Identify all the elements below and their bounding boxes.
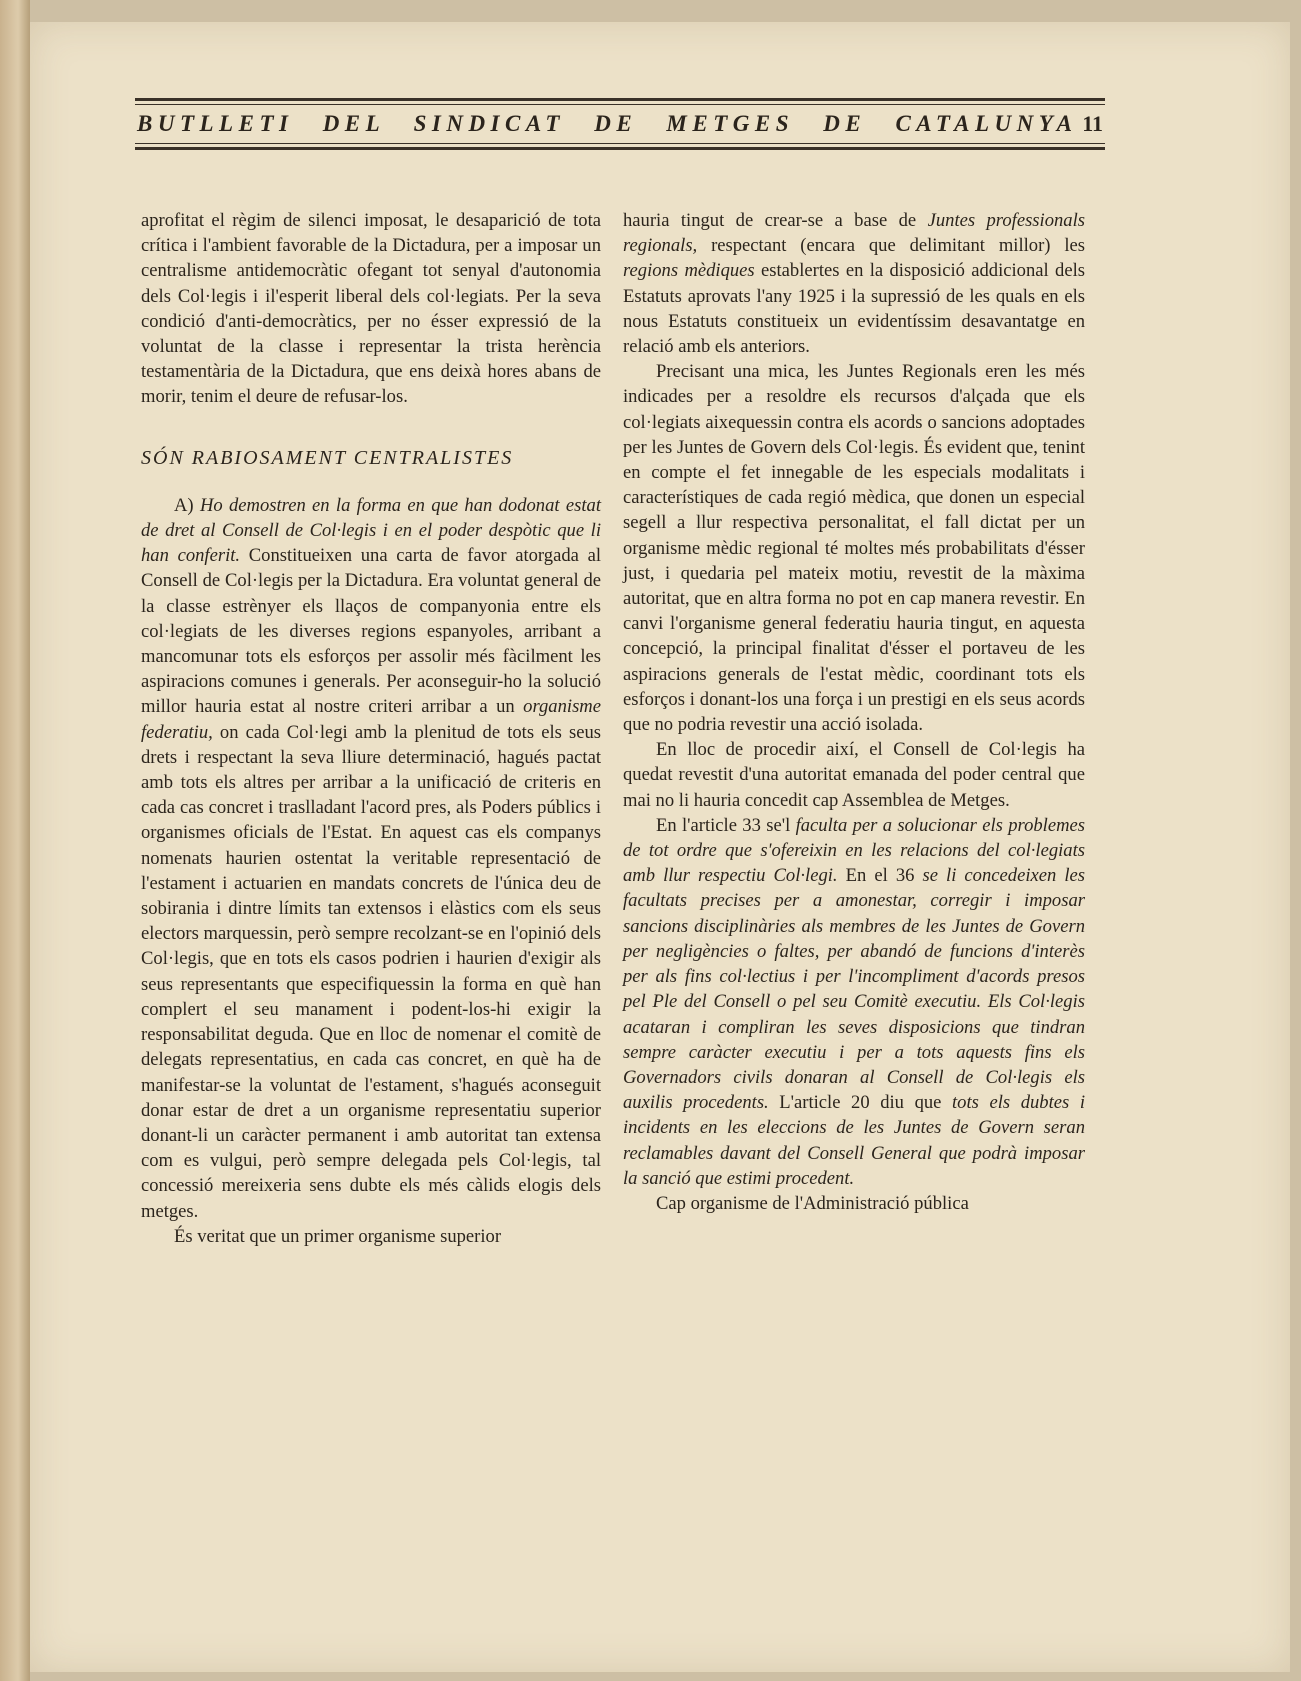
italic-text: faculta per a solucionar els problemes de tot ordre que s'ofereixin en les relacions del col·legiats amb llur respectiu Col·legi. bbox=[623, 814, 1085, 887]
paragraph bbox=[623, 813, 1085, 1191]
italic-text: tots els dubtes i incidents en les eleccions de les Juntes de Govern seran reclamables davant del Consell General que podrà imposar la sanció que estimi procedent. bbox=[623, 1092, 1085, 1189]
paragraph: Cap organisme de l'Administració pública bbox=[656, 1192, 969, 1214]
section-heading: SÓN RABIOSAMENT CENTRALISTES bbox=[141, 446, 514, 469]
italic-text: regions mèdiques bbox=[623, 260, 755, 282]
paragraph: Precisant una mica, les Juntes Regionals eren les més indicades per a resoldre els recursos d'alçada que els col·legiats aixequessin contra els acords o sancions adoptades per les Juntes de Govern dels Col·legis. És evident que, tenint en compte el fet innegable de les especials modalitats i característiques de cada regió mèdica, que donen un especial segell a llur respectiva personalitat, el fall dictat per un organisme mèdic regional té moltes més probabilitats d'ésser just, i quedaria pel mateix motiu, revestit de la màxima autoritat, que en altra forma no pot en cap manera revestir. En canvi l'organisme general federatiu hauria tingut, en aquesta concepció, la principal finalitat d'ésser el portaveu de les aspiracions generals de l'estat mèdic, coordinant tots els esforços i donant-los una força i un prestigi en els seus acords que no podria revestir una acció isolada. bbox=[623, 361, 1085, 736]
text-run: hauria tingut de crear-se a base de bbox=[623, 210, 928, 231]
left-column bbox=[141, 208, 601, 1249]
paragraph: És veritat que un primer organisme superior bbox=[174, 1225, 502, 1247]
paragraph bbox=[623, 208, 1085, 359]
italic-text: Ho demostren en la forma en que han dodonat estat de dret al Consell de Col·legis i en el poder despòtic que li han conferit. bbox=[141, 494, 601, 567]
header-rule bbox=[135, 98, 1105, 101]
text-run: En el 36 bbox=[837, 865, 923, 887]
running-header bbox=[135, 98, 1105, 150]
text-run: L'article 20 diu que bbox=[768, 1092, 952, 1114]
paragraph bbox=[141, 493, 601, 1224]
italic-text: se li concedeixen les facultats precises per a amonestar, corregir i imposar sancions disciplinàries als membres de les Juntes de Govern per negligències o faltes, per abandó de funcions d'interès per als fins col·lectius i per l'incompliment d'acords presos pel Ple del Consell o pel seu Comitè executiu. Els Col·legis acataran i compliran les seves disposicions que tindran sempre caràcter executiu i per a tots aquests fins els Governadors civils donaran al Consell de Col·legis els auxilis procedents. bbox=[623, 865, 1086, 1114]
header-rule bbox=[135, 147, 1105, 150]
text-run: En l'article 33 se'l bbox=[656, 814, 796, 836]
page-number: 11 bbox=[1082, 111, 1103, 136]
paragraph: En lloc de procedir així, el Consell de Col·legis ha quedat revestit d'una autoritat emanada del poder central que mai no li hauria concedit cap Assemblea de Metges. bbox=[623, 739, 1085, 811]
text-run: A) bbox=[174, 494, 200, 516]
text-run: Constitueixen una carta de favor atorgada al Consell de Col·legis per la Dictadura. Era voluntat general de la classe estrènyer els llaços de companyonia entre els col·legiats de les diverses regions espanyoles, arribant a mancomunar tots els esforços per assolir més fàcilment les aspiracions comunes i generals. Per aconseguir-ho la solució millor hauria estat al nostre criteri arribar a un bbox=[141, 545, 601, 718]
text-run: respectant (encara que delimitant millor) les bbox=[697, 235, 1085, 257]
paragraph: aprofitat el règim de silenci imposat, le desaparició de tota crítica i l'ambient favorable de la Dictadura, per a imposar un centralisme antidemocràtic ofegant tot senyal d'autonomia dels Col·legis i il'esperit liberal dels col·legiats. Per la seva condició d'anti-democràtics, per no ésser expressió de la voluntat de la classe i representar la trista herència testamentària de la Dictadura, que ens deixà hores abans de morir, tenim el deure de refusar-los. bbox=[141, 210, 601, 408]
italic-text: organisme federatiu, bbox=[141, 696, 601, 743]
text-run: establertes en la disposició addicional dels Estatuts aprovats l'any 1925 i la supressió de les quals en els nous Estatuts constitueix un evidentíssim desavantatge en relació amb els anteriors. bbox=[623, 260, 1085, 358]
book-spine bbox=[0, 0, 30, 1681]
text-run: on cada Col·legi amb la plenitud de tots els seus drets i respectant la seva lliure determinació, hagués pactat amb tots els altres per arribar a la unificació de criteris en cada cas concret i traslladant l'acord pres, als Poders públics i organismes oficials de l'Estat. En aquest cas els companys nomenats haurien ostentat la veritable representació de l'estament i actuarien en mandats concrets de l'única deu de sobirania i dintre límits tan extensos i elàstics com els seus electors marquessin, però sempre recolzant-se en l'opinió dels Col·legis, que en tots els casos podrien i haurien d'exigir als seus representants que especifiquessin la forma en què han complert el seu manament i podent-los-hi exigir la responsabilitat deguda. Que en lloc de nomenar el comitè de delegats representatius, en cada cas concret, en què ha de manifestar-se la voluntat de l'estament, s'hagués aconseguit donar estar de dret a un organisme representatiu superior donant-li un caràcter permanent i amb autoritat tan extensa com es vulgui, però sempre delegada pels Col·legis, tal concessió mereixeria sens dubte els més càlids elogis dels metges. bbox=[141, 721, 601, 1222]
header-rule bbox=[135, 143, 1105, 144]
right-column bbox=[623, 208, 1085, 1216]
journal-title: BUTLLETI DEL SINDICAT DE METGES DE CATALUNYA bbox=[137, 111, 1078, 136]
italic-text: Juntes professionals regionals, bbox=[623, 210, 1085, 257]
